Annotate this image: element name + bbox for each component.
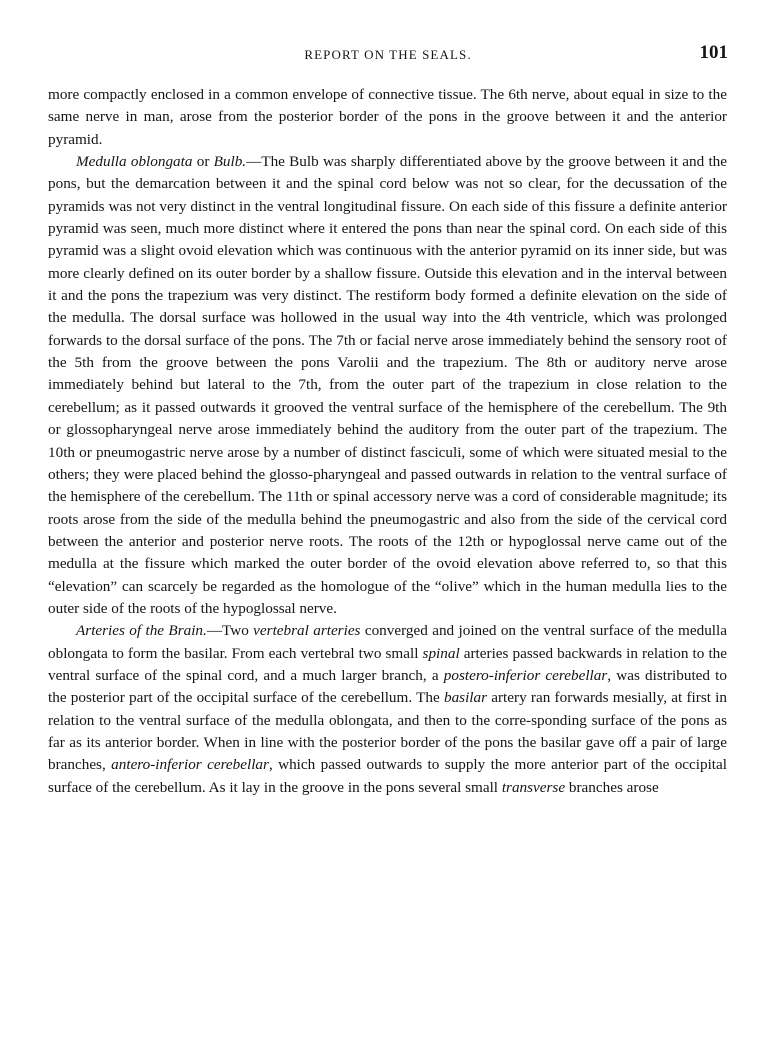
section-heading-bulb: Bulb. <box>213 153 247 171</box>
text-run: or <box>192 153 214 171</box>
body-text <box>48 84 727 799</box>
text-run: , was distributed to the posterior part of the occipital surface of the cerebellum. The <box>48 666 727 707</box>
text-run: artery ran forwards mesially, at first in relation to the ventral surface of the medulla oblongata, and then to the corre-sponding surface of the pons as far as its anterior border. When in line with the posterior border of the pons the basilar gave off a pair of large branches, <box>48 689 727 774</box>
text-run: arteries passed backwards in relation to the ventral surface of the spinal cord, and a much larger branch, a <box>48 644 727 684</box>
running-head <box>48 38 728 68</box>
term-transverse: transverse <box>501 778 566 796</box>
running-title: REPORT ON THE SEALS. <box>304 47 472 62</box>
text-run: —Two <box>206 622 254 640</box>
text-run: —The Bulb was sharply differentiated above by the groove between it and the pons, but the demarcation between it and the spinal cord below was not so clear, for the decussation of the pyramids was not very distinct in the ventral longitudinal fissure. On each side of this fissure a definite anterior pyramid was seen, much more distinct where it entered the pons than near the spinal cord. On each side of this pyramid was a slight ovoid elevation which was continuous with the anterior pyramid on its inner side, but was more clearly defined on its outer border by a shallow fissure. Outside this elevation and in the interval between it and the pons the trapezium was very distinct. The restiform body formed a definite elevation on the side of the medulla. The dorsal surface was hollowed in the usual way into the 4th ventricle, which was prolonged forwards to the dorsal surface of the pons. The 7th or facial nerve arose immediately behind the sensory root of the 5th from the groove between the pons Varolii and the trapezium. The 8th or auditory nerve arose immediately behind but lateral to the 7th, from the outer part of the trapezium in close relation to the cerebellum; as it passed outwards it grooved the ventral surface of the hemisphere of the cerebellum. The 9th or glossopharyngeal nerve arose immediately behind the auditory from the outer part of the trapezium. The 10th or pneumogastric nerve arose by a number of distinct fasciculi, some of which were situated mesial to the others; they were placed behind the glosso-pharyngeal and passed outwards in relation to the ventral surface of the hemisphere of the cerebellum. The 11th or spinal accessory nerve was a cord of considerable magnitude; its roots arose from the side of the medulla behind the pneumogastric and also from the side of the cervical cord between the anterior and posterior nerve roots. The roots of the 12th or hypoglossal nerve came out of the medulla at the fissure which marked the outer border of the ovoid elevation above referred to, so that this “elevation” can scarcely be regarded as the homologue of the “olive” which in the human medulla lies to the outer side of the roots of the hypoglossal nerve. <box>48 153 727 617</box>
text-run: branches arose <box>565 778 659 796</box>
term-antero-inferior-cerebellar: antero-inferior cerebellar <box>111 756 269 774</box>
paragraph-medulla-oblongata <box>48 151 727 620</box>
term-spinal: spinal <box>422 644 460 662</box>
paragraph-nerve-continuation <box>48 84 727 151</box>
term-postero-inferior-cerebellar: postero-inferior cerebellar <box>443 666 608 684</box>
section-heading-medulla: Medulla oblongata <box>76 153 193 171</box>
paragraph-arteries-of-brain <box>48 620 727 799</box>
page-number: 101 <box>699 42 728 63</box>
section-heading-arteries: Arteries of the Brain. <box>76 622 207 640</box>
text-run: , which passed outwards to supply the more anterior part of the occipital surface of the cerebellum. As it lay in the groove in the pons several small <box>48 756 727 796</box>
term-vertebral-arteries: vertebral arteries <box>253 622 361 640</box>
text-run: converged and joined on the ventral surface of the medulla oblongata to form the basilar. From each vertebral two small <box>48 622 727 662</box>
term-basilar: basilar <box>443 689 488 707</box>
text-run: more compactly enclosed in a common envelope of connective tissue. The 6th nerve, about equal in size to the same nerve in man, arose from the posterior border of the pons in the groove between it and the anterior pyramid. <box>48 86 727 148</box>
